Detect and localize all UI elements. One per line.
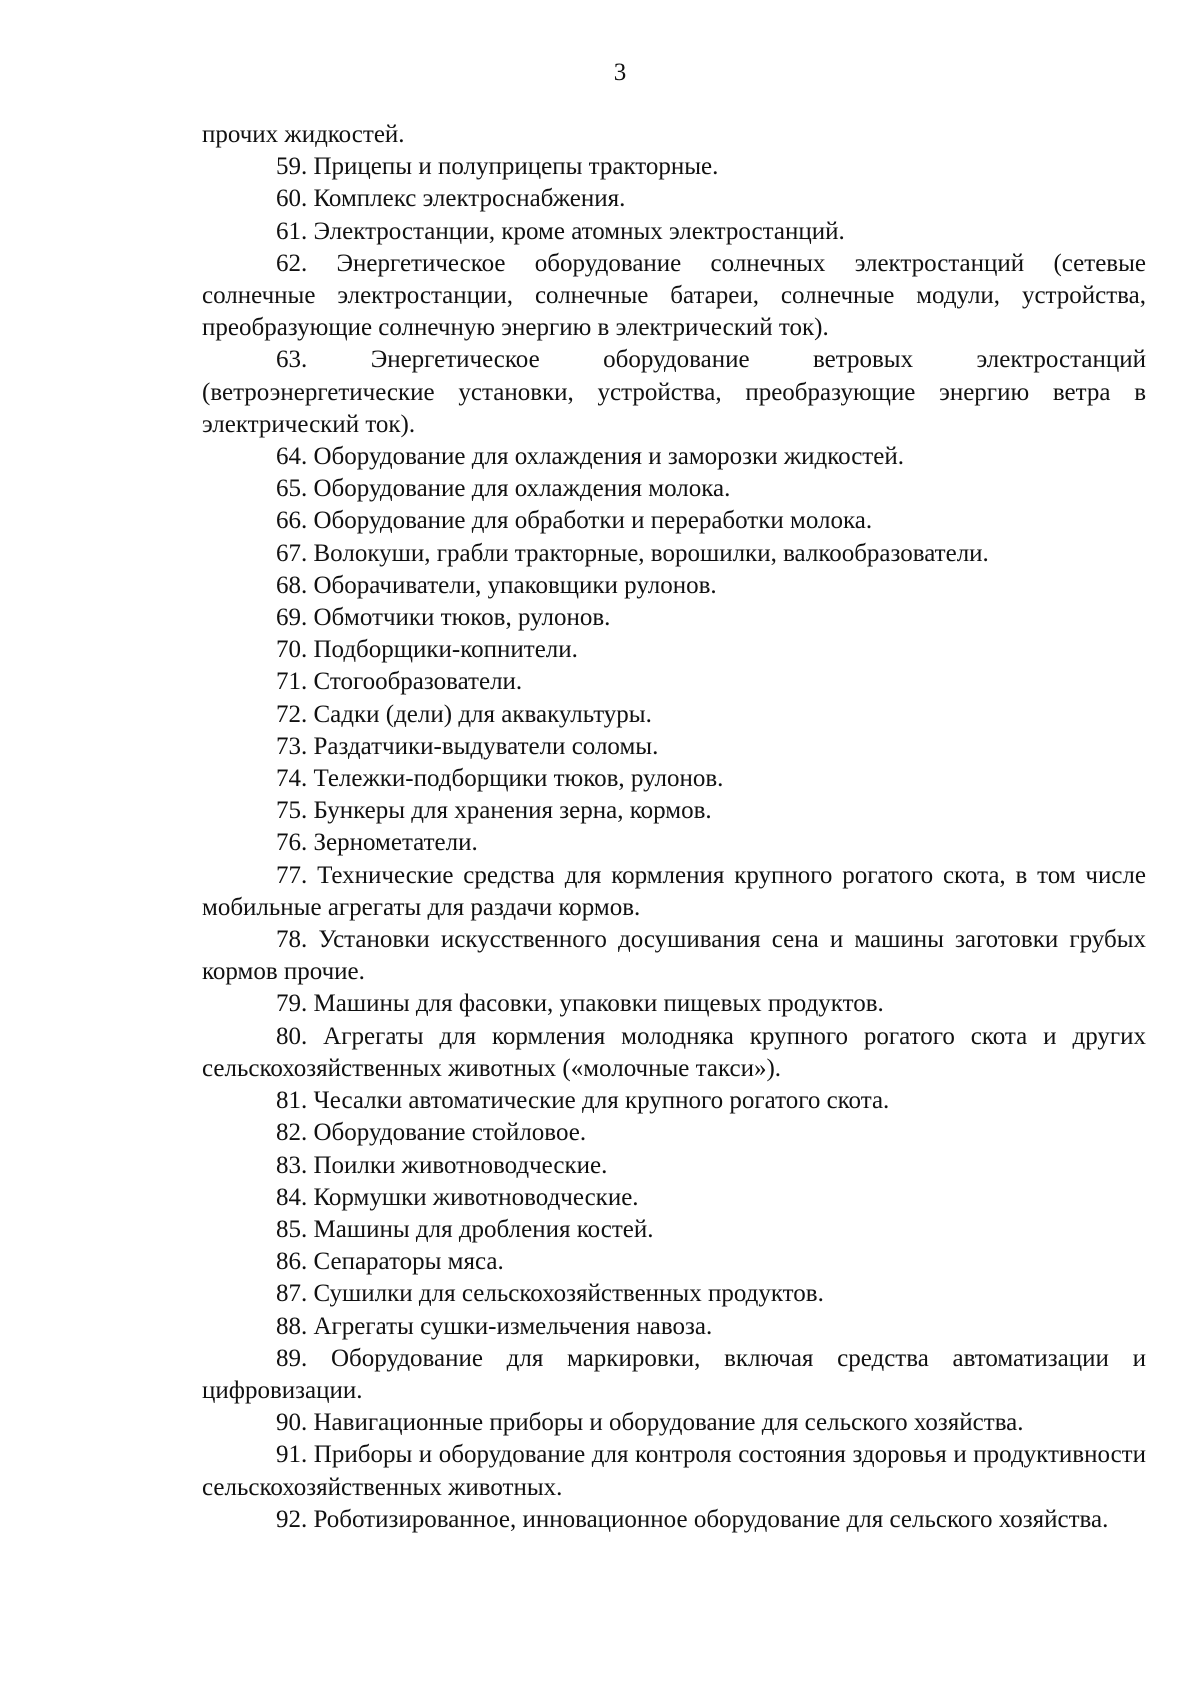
list-item-69: 69. Обмотчики тюков, рулонов. — [276, 604, 611, 632]
document-body — [202, 119, 1146, 1536]
list-item-91: 91. Приборы и оборудование для контроля состояния здоровья и продуктивности сельскохозяйственных животных. — [202, 1441, 1146, 1501]
list-item-66: 66. Оборудование для обработки и переработки молока. — [276, 507, 873, 535]
paragraph-continuation: прочих жидкостей. — [202, 121, 405, 148]
list-item-65: 65. Оборудование для охлаждения молока. — [276, 475, 731, 503]
list-item-71: 71. Стогообразователи. — [276, 668, 523, 696]
list-item-81: 81. Чесалки автоматические для крупного рогатого скота. — [276, 1087, 890, 1115]
list-item-79: 79. Машины для фасовки, упаковки пищевых продуктов. — [276, 990, 884, 1018]
list-item-74: 74. Тележки-подборщики тюков, рулонов. — [276, 765, 724, 793]
list-item-86: 86. Сепараторы мяса. — [276, 1248, 504, 1276]
list-item-70: 70. Подборщики-копнители. — [276, 636, 578, 664]
list-item-67: 67. Волокуши, грабли тракторные, ворошилки, валкообразователи. — [276, 539, 989, 567]
list-item-72: 72. Садки (дели) для аквакультуры. — [276, 700, 652, 728]
list-item-61: 61. Электростанции, кроме атомных электростанций. — [276, 217, 845, 245]
list-item-78: 78. Установки искусственного досушивания сена и машины заготовки грубых кормов прочие. — [202, 926, 1146, 986]
list-item-83: 83. Поилки животноводческие. — [276, 1151, 608, 1179]
list-item-77: 77. Технические средства для кормления крупного рогатого скота, в том числе мобильные агрегаты для раздачи кормов. — [202, 861, 1146, 921]
list-item-62: 62. Энергетическое оборудование солнечных электростанций (сетевые солнечные электростанции, солнечные батареи, солнечные модули, устройства, преобразующие солнечную энергию в электрический ток). — [202, 249, 1146, 342]
list-item-80: 80. Агрегаты для кормления молодняка крупного рогатого скота и других сельскохозяйственных животных («молочные такси»). — [202, 1022, 1146, 1082]
list-item-85: 85. Машины для дробления костей. — [276, 1215, 654, 1243]
list-item-82: 82. Оборудование стойловое. — [276, 1119, 587, 1147]
page-number: 3 — [613, 59, 627, 86]
list-item-76: 76. Зернометатели. — [276, 829, 478, 857]
list-item-90: 90. Навигационные приборы и оборудование для сельского хозяйства. — [276, 1409, 1024, 1437]
list-item-60: 60. Комплекс электроснабжения. — [276, 185, 626, 213]
list-item-87: 87. Сушилки для сельскохозяйственных продуктов. — [276, 1280, 824, 1308]
list-item-92: 92. Роботизированное, инновационное оборудование для сельского хозяйства. — [276, 1505, 1109, 1533]
list-item-73: 73. Раздатчики-выдуватели соломы. — [276, 732, 659, 760]
list-item-64: 64. Оборудование для охлаждения и заморозки жидкостей. — [276, 443, 904, 471]
list-item-88: 88. Агрегаты сушки-измельчения навоза. — [276, 1312, 713, 1340]
list-item-63: 63. Энергетическое оборудование ветровых электростанций (ветроэнергетические установки, устройства, преобразующие энергию ветра в электрический ток). — [202, 346, 1146, 438]
list-item-68: 68. Оборачиватели, упаковщики рулонов. — [276, 571, 717, 599]
list-item-59: 59. Прицепы и полуприцепы тракторные. — [276, 153, 719, 181]
list-item-84: 84. Кормушки животноводческие. — [276, 1183, 639, 1211]
list-item-89: 89. Оборудование для маркировки, включая средства автоматизации и цифровизации. — [202, 1344, 1146, 1404]
list-item-75: 75. Бункеры для хранения зерна, кормов. — [276, 797, 712, 825]
